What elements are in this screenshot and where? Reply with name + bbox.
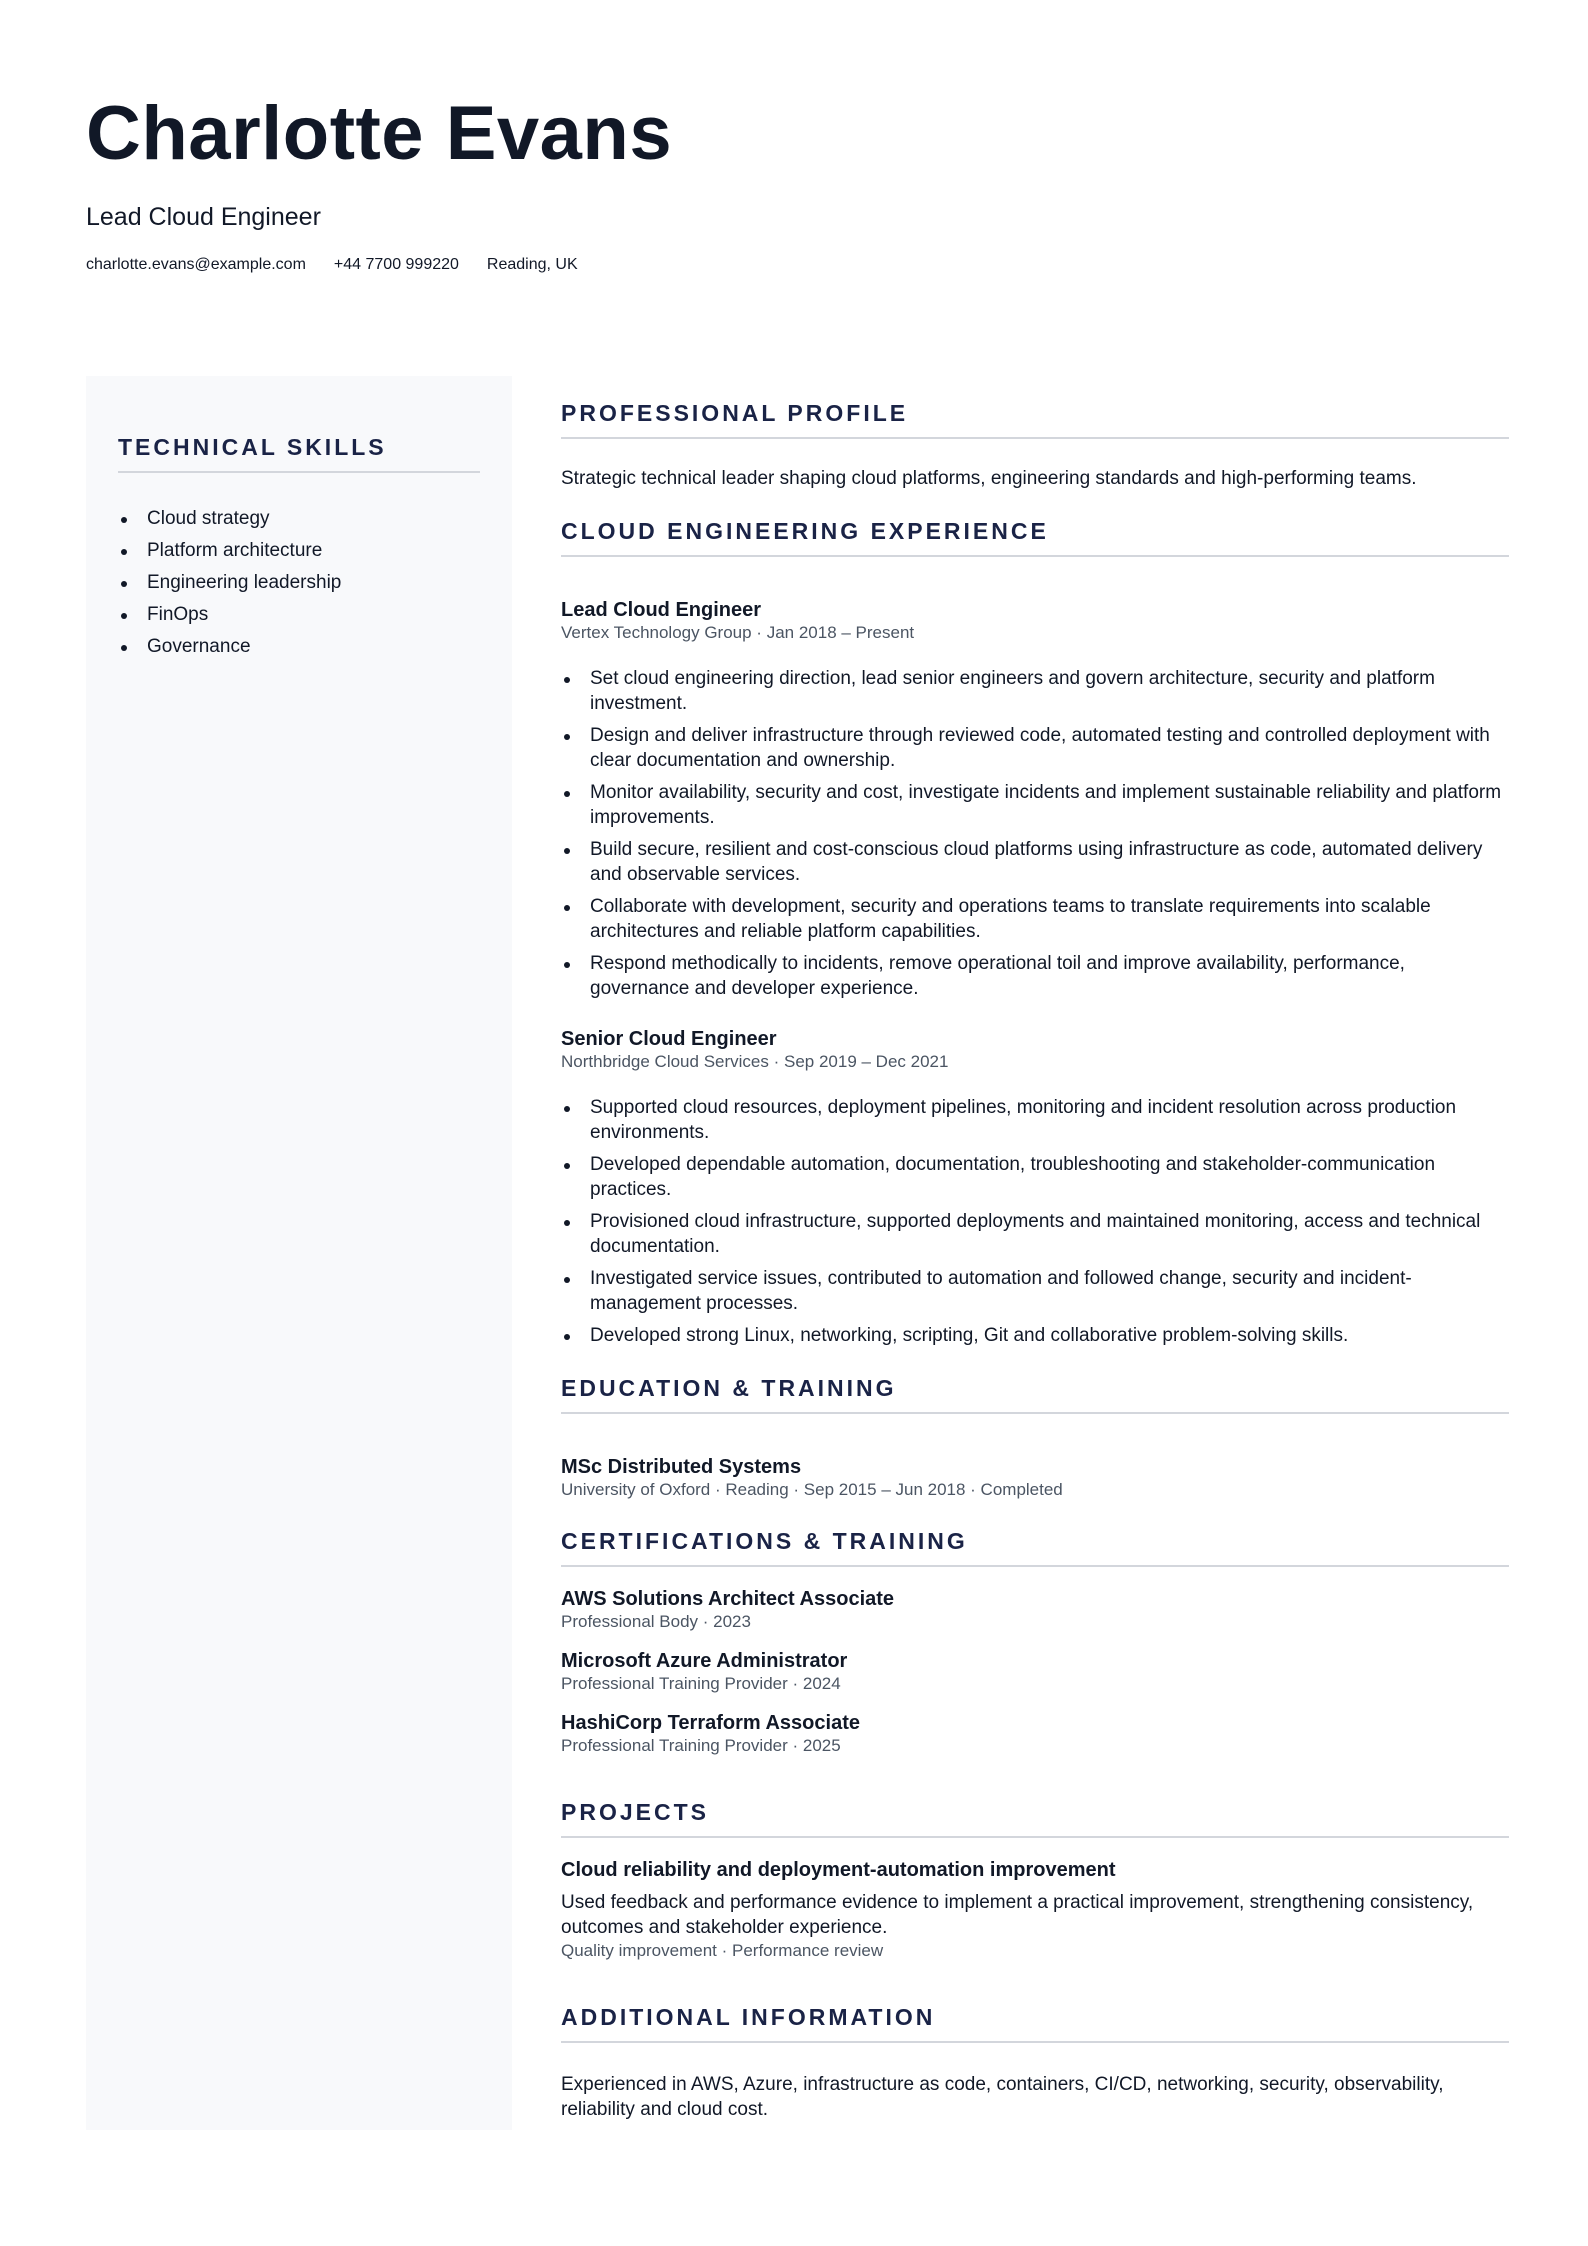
job-bullets bbox=[561, 666, 1509, 1001]
job-bullet: Investigated service issues, contributed to automation and followed change, security and incident-management processes. bbox=[561, 1266, 1509, 1316]
education-heading: EDUCATION & TRAINING bbox=[561, 1375, 1509, 1414]
contact-email: charlotte.evans@example.com bbox=[86, 256, 306, 273]
job-entry bbox=[561, 1027, 1509, 1348]
skill-item: Cloud strategy bbox=[118, 503, 480, 535]
skills-heading: TECHNICAL SKILLS bbox=[118, 434, 480, 473]
contact-phone: +44 7700 999220 bbox=[333, 256, 459, 273]
certification-meta: Professional Body · 2023 bbox=[561, 1612, 751, 1631]
job-bullet: Monitor availability, security and cost, investigate incidents and implement sustainable reliability and platform improvements. bbox=[561, 780, 1509, 830]
skill-item: Governance bbox=[118, 631, 480, 663]
job-bullet: Design and deliver infrastructure through reviewed code, automated testing and controlled deployment with clear documentation and ownership. bbox=[561, 723, 1509, 773]
job-entry bbox=[561, 598, 1509, 1001]
projects-section bbox=[561, 1799, 1509, 1962]
skill-item: Platform architecture bbox=[118, 535, 480, 567]
additional-text: Experienced in AWS, Azure, infrastructure as code, containers, CI/CD, networking, security, observability, reliability and cloud cost. bbox=[561, 2074, 1444, 2120]
certifications-section bbox=[561, 1528, 1509, 1757]
job-bullet: Respond methodically to incidents, remove operational toil and improve availability, performance, governance and developer experience. bbox=[561, 951, 1509, 1001]
education-entry bbox=[561, 1455, 1509, 1501]
job-bullet: Provisioned cloud infrastructure, supported deployments and maintained monitoring, access and technical documentation. bbox=[561, 1209, 1509, 1259]
job-meta: Northbridge Cloud Services · Sep 2019 – Dec 2021 bbox=[561, 1052, 949, 1071]
job-bullet: Collaborate with development, security and operations teams to translate requirements into scalable architectures and reliable platform capabilities. bbox=[561, 894, 1509, 944]
job-bullet: Build secure, resilient and cost-conscious cloud platforms using infrastructure as code, automated delivery and observable services. bbox=[561, 837, 1509, 887]
certification-entry bbox=[561, 1711, 1509, 1757]
experience-section bbox=[561, 518, 1509, 1348]
job-bullets bbox=[561, 1095, 1509, 1348]
skill-item: FinOps bbox=[118, 599, 480, 631]
job-bullet: Set cloud engineering direction, lead senior engineers and govern architecture, security and platform investment. bbox=[561, 666, 1509, 716]
education-meta: University of Oxford · Reading · Sep 2015 – Jun 2018 · Completed bbox=[561, 1480, 1063, 1499]
resume-header bbox=[86, 91, 1506, 274]
certification-entry bbox=[561, 1649, 1509, 1695]
projects-heading: PROJECTS bbox=[561, 1799, 1509, 1838]
certification-title: AWS Solutions Architect Associate bbox=[561, 1588, 895, 1610]
profile-heading: PROFESSIONAL PROFILE bbox=[561, 400, 1509, 439]
contact-line bbox=[86, 256, 1506, 274]
job-meta: Vertex Technology Group · Jan 2018 – Present bbox=[561, 623, 915, 642]
project-meta: Quality improvement · Performance review bbox=[561, 1941, 884, 1960]
job-title: Lead Cloud Engineer bbox=[561, 599, 762, 621]
certification-title: HashiCorp Terraform Associate bbox=[561, 1712, 860, 1734]
job-bullet: Developed dependable automation, documentation, troubleshooting and stakeholder-communication practices. bbox=[561, 1152, 1509, 1202]
skills-list bbox=[118, 503, 480, 663]
project-entry bbox=[561, 1858, 1509, 1962]
skill-item: Engineering leadership bbox=[118, 567, 480, 599]
certification-meta: Professional Training Provider · 2024 bbox=[561, 1674, 841, 1693]
experience-heading: CLOUD ENGINEERING EXPERIENCE bbox=[561, 518, 1509, 557]
project-description: Used feedback and performance evidence to implement a practical improvement, strengthening consistency, outcomes and stakeholder experience. bbox=[561, 1892, 1474, 1938]
contact-location: Reading, UK bbox=[486, 256, 578, 273]
job-bullet: Developed strong Linux, networking, scripting, Git and collaborative problem-solving skills. bbox=[561, 1323, 1509, 1348]
sidebar bbox=[86, 376, 512, 2130]
candidate-name: Charlotte Evans bbox=[86, 91, 673, 176]
additional-section bbox=[561, 2004, 1509, 2122]
certification-entry bbox=[561, 1587, 1509, 1633]
education-title: MSc Distributed Systems bbox=[561, 1456, 802, 1478]
education-section bbox=[561, 1375, 1509, 1501]
project-title: Cloud reliability and deployment-automation improvement bbox=[561, 1859, 1116, 1881]
candidate-role: Lead Cloud Engineer bbox=[86, 203, 321, 231]
certifications-heading: CERTIFICATIONS & TRAINING bbox=[561, 1528, 1509, 1567]
additional-heading: ADDITIONAL INFORMATION bbox=[561, 2004, 1509, 2043]
job-bullet: Supported cloud resources, deployment pipelines, monitoring and incident resolution across production environments. bbox=[561, 1095, 1509, 1145]
profile-text: Strategic technical leader shaping cloud platforms, engineering standards and high-performing teams. bbox=[561, 468, 1417, 489]
certification-meta: Professional Training Provider · 2025 bbox=[561, 1736, 841, 1755]
job-title: Senior Cloud Engineer bbox=[561, 1028, 777, 1050]
profile-section bbox=[561, 400, 1509, 491]
certification-title: Microsoft Azure Administrator bbox=[561, 1650, 848, 1672]
main-column bbox=[561, 400, 1509, 2122]
